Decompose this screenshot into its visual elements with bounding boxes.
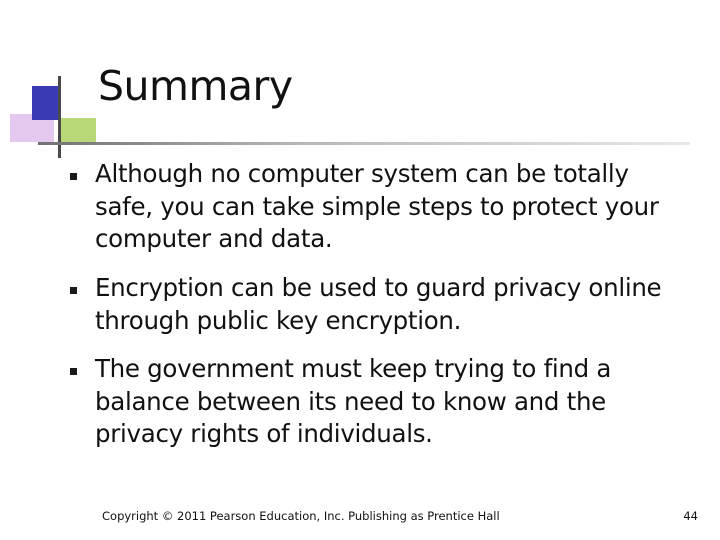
bullet-text: Although no computer system can be totally safe, you can take simple steps to protect your computer and data.	[95, 159, 659, 253]
bullet-square-icon	[70, 287, 77, 294]
decorative-vertical-line	[58, 76, 61, 158]
slide-title: Summary	[98, 62, 293, 110]
title-underline	[38, 142, 690, 145]
copyright-footer: Copyright © 2011 Pearson Education, Inc. Publishing as Prentice Hall	[102, 509, 500, 523]
bullet-text: The government must keep trying to find a balance between its need to know and the privacy rights of individuals.	[95, 354, 612, 448]
decorative-blue-square	[32, 86, 60, 120]
page-number: 44	[683, 509, 698, 523]
decorative-green-square	[58, 118, 96, 144]
bullet-text: Encryption can be used to guard privacy online through public key encryption.	[95, 273, 662, 335]
bullet-square-icon	[70, 173, 77, 180]
bullet-square-icon	[70, 368, 77, 375]
